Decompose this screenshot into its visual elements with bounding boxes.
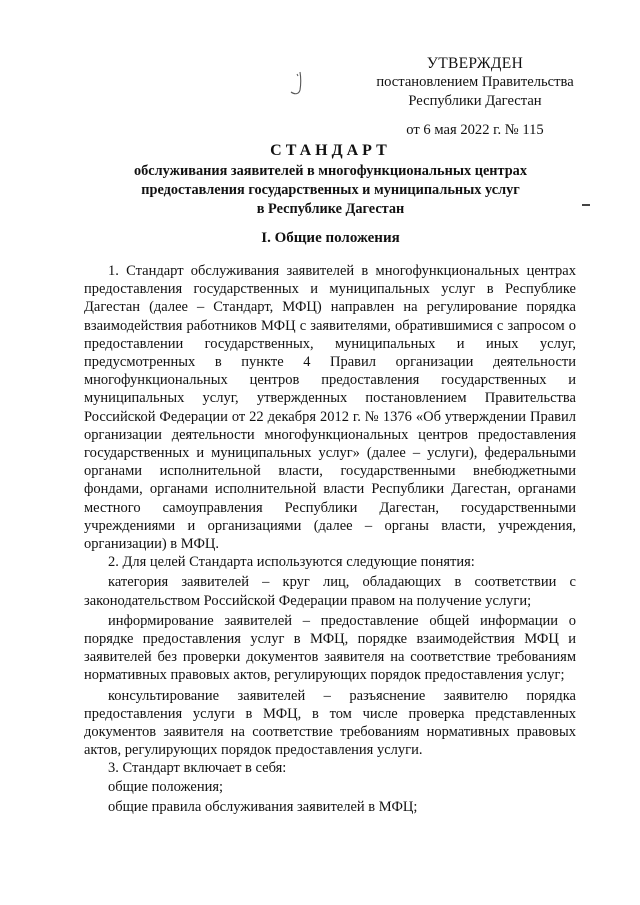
paragraph: консультирование заявителей – разъяснение заявителю порядка предоставления услуги в МФЦ, в том числе проверка представленных документов заявителя на соответствие требованиям нормативных правовых актов, регулирующих порядок предоставления услуги.: [84, 687, 576, 759]
paragraph: категория заявителей – круг лиц, обладающих в соответствии с законодательством Российской Федерации правом на получение услуги;: [84, 574, 576, 609]
approval-title: УТВЕРЖДЕН: [426, 55, 524, 72]
approval-date: от 6 мая 2022 г. № 115: [406, 122, 544, 138]
paragraph: общие правила обслуживания заявителей в МФЦ;: [108, 798, 418, 815]
title-line: предоставления государственных и муниципальных услуг: [141, 182, 520, 198]
paragraph: общие положения;: [108, 778, 224, 795]
title-line: в Республике Дагестан: [256, 201, 405, 217]
paragraph: 2. Для целей Стандарта используются следующие понятия:: [108, 554, 475, 571]
handwritten-mark-icon: [288, 70, 306, 98]
title-main: СТАНДАРТ: [270, 142, 391, 159]
document-title: [68, 140, 593, 219]
paragraph: 1. Стандарт обслуживания заявителей в многофункциональных центрах предоставления государственных и муниципальных услуг в Республике Дагестан (далее – Стандарт, МФЦ) направлен на регулирование порядка взаимодействия работников МФЦ с заявителями, обратившимися с запросом о предоставлении государственных, муниципальных и иных услуг, предусмотренных в пункте 4 Правил организации деятельности многофункциональных центров предоставления государственных и муниципальных услуг, утвержденных постановлением Правительства Российской Федерации от 22 декабря 2012 г. № 1376 «Об утверждении Правил организации деятельности многофункциональных центров предоставления государственных и муниципальных услуг» (далее – услуги), федеральными органами исполнительной власти, государственными внебюджетными фондами, органами исполнительной власти Республики Дагестан, органами местного самоуправления Республики Дагестан, государственными учреждениями и организациями (далее – органы власти, учреждения, организации) в МФЦ.: [84, 263, 576, 553]
approval-line: Республики Дагестан: [408, 93, 542, 109]
paragraph: информирование заявителей – предоставление общей информации о порядке предоставления услуг в МФЦ, порядке взаимодействия МФЦ и заявителей без проверки документов заявителя на соответствие требованиям нормативных правовых актов, регулирующих порядок предоставления услуг;: [84, 612, 576, 684]
title-line: обслуживания заявителей в многофункциональных центрах: [134, 163, 527, 179]
paragraph: 3. Стандарт включает в себя:: [108, 760, 287, 777]
approval-block: [360, 54, 590, 140]
section-heading: I. Общие положения: [261, 230, 400, 246]
section-body: [84, 262, 576, 816]
approval-line: постановлением Правительства: [376, 74, 574, 90]
